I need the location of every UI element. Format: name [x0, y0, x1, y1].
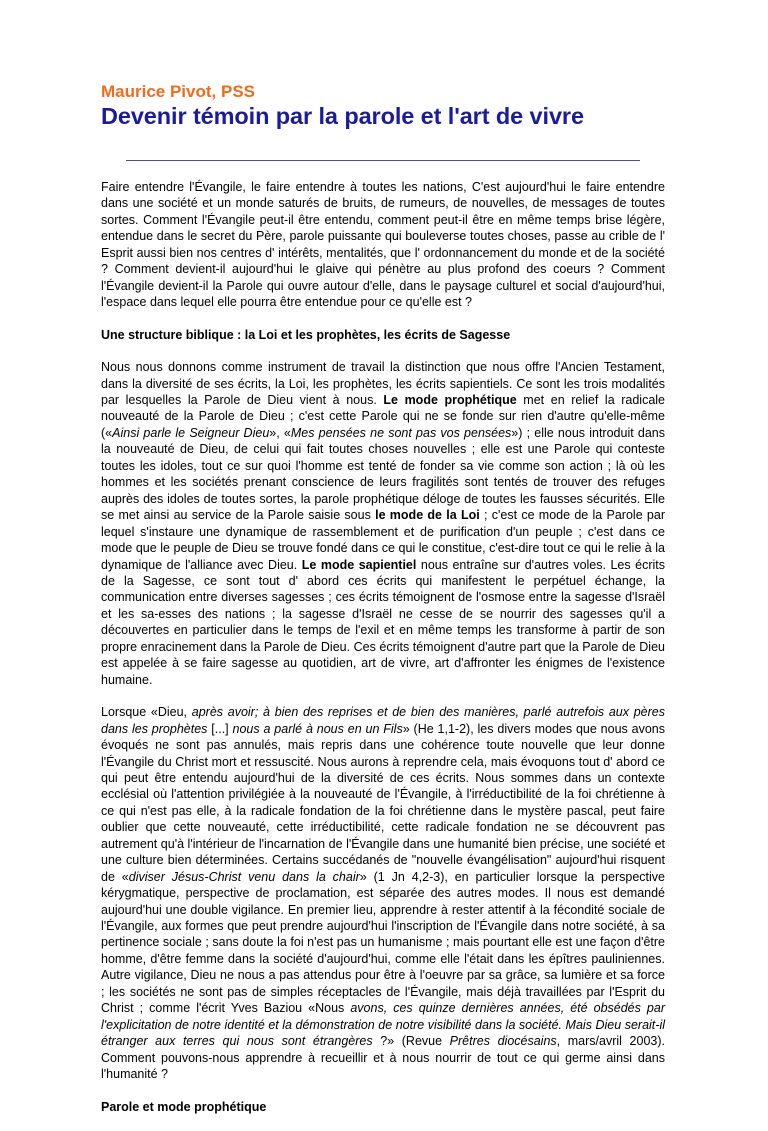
- quote-baziou: avons, ces quinze dernières années, été obsédés par l'explicitation de notre identité et la démonstration de notre visibilité dans la société. Mais Dieu serait-il étranger aux terres qui nous sont étrangères: [101, 1001, 665, 1049]
- quote-hebreux-1: après avoir; à bien des reprises et de bien des manières, parlé autrefois aux pères dans les prophètes: [101, 705, 665, 736]
- quote-mes-pensees: Mes pensées ne sont pas vos pensées: [290, 425, 512, 440]
- term-mode-loi: le mode de la Loi: [375, 508, 480, 523]
- quote-hebreux-2: nous a parlé à nous en un Fils: [232, 721, 403, 736]
- paragraph-hebreux: Lorsque «Dieu, après avoir; à bien des reprises et de bien des manières, parlé autrefois aux pères dans les prophètes [...] nous a parlé à nous en un Fils» (He 1,1-2), les divers modes que nous avons évoqués ne sont pas annulés, mais repris dans une cohérence toute nouvelle que leur donne l'Évangile du Christ mort et ressuscité. Nous aurons à reprendre cela, mais évoquons tout d' abord ce qui peut être entendu aujourd'hui de la diversité de ces écrits. Nous sommes dans un contexte ecclésial où l'attention privilégiée à la nouveauté de l'Évangile, à l'irréductibilité de la foi chrétienne à ce qui n'est pas elle, à la radicale fondation de la foi chrétienne dans le mystère pascal, peut faire oublier que cette nouveauté, cette irréductibilité, cette radicale fondation ne se découvrent pas autrement qu'à l'intérieur de l'incarnation de l'Évangile dans une humanité bien précise, une société et une culture bien déterminées. Certains succédanés de "nouvelle évangélisation" aujourd'hui risquent de «diviser Jésus-Christ venu dans la chair» (1 Jn 4,2-3), en particulier lorsque la perspective kérygmatique, perspective de proclamation, est séparée des autres modes. Il nous est demandé aujourd'hui une double vigilance. En premier lieu, apprendre à rester attentif à la fécondité sociale de l'Évangile, aux formes que peut prendre aujourd'hui l'inscription de l'Évangile dans notre société, à sa pertinence sociale ; sans doute la foi n'est pas un humanisme ; mais pourtant elle est une façon d'être homme, d'être femme dans la société d'aujourd'hui, comme elle l'était dans les épîtres pauliniennes. Autre vigilance, Dieu ne nous a pas attendus pour être à l'oeuvre par sa grâce, sa lumière et sa force ; les sociétés ne sont pas de simples réceptacles de l'Évangile, mais déjà travaillées par l'Esprit du Christ ; comme l'écrit Yves Baziou «Nous avons, ces quinze dernières années, été obsédés par l'explicitation de notre identité et la démonstration de notre visibilité dans la société. Mais Dieu serait-il étranger aux terres qui nous sont étrangères ?» (Revue Prêtres diocésains, mars/avril 2003). Comment pouvons-nous apprendre à recueillir et à nous nourrir de tout ce qui germe ainsi dans l'humanité ?: [101, 705, 665, 1082]
- quote-jean: diviser Jésus-Christ venu dans la chair: [128, 869, 360, 884]
- article-body: [101, 179, 665, 1115]
- journal-title: Prêtres diocésains: [449, 1034, 557, 1049]
- section-heading-structure: Une structure biblique : la Loi et les prophètes, les écrits de Sagesse: [101, 327, 511, 342]
- page-title: Devenir témoin par la parole et l'art de vivre: [101, 103, 584, 129]
- paragraph-modes: Nous nous donnons comme instrument de travail la distinction que nous offre l'Ancien Testament, dans la diversité de ses écrits, la Loi, les prophètes, les écrits sapientiels. Ce sont les trois modalités par lesquelles la Parole de Dieu vient à nous. Le mode prophétique met en relief la radicale nouveauté de la Parole de Dieu ; c'est cette Parole qui ne se fonde sur rien d'autre qu'elle-même («Ainsi parle le Seigneur Dieu», «Mes pensées ne sont pas vos pensées») ; elle nous introduit dans la nouveauté de Dieu, de celui qui fait toutes choses nouvelles ; elle est une Parole qui conteste toutes les idoles, tout ce sur quoi l'homme est tenté de fonder sa vie comme son action ; là où les hommes et les sociétés prenant conscience de leurs fragilités sont tentés de trouver des refuges auprès des idoles de toutes sortes, la parole prophétique déloge de toutes les fausses sécurités. Elle se met ainsi au service de la Parole saisie sous le mode de la Loi ; c'est ce mode de la Parole par lequel s'instaure une dynamique de rassemblement et de purification d'un peuple ; c'est dans ce mode que le peuple de Dieu se trouve fondé dans ce qui le constitue, c'est-dire tout ce qui le relie à la dynamique de l'alliance avec Dieu. Le mode sapientiel nous entraîne sur d'autres voles. Les écrits de la Sagesse, ce sont tout d' abord ces écrits qui manifestent le perpétuel échange, la communication entre diverses sagesses ; ces écrits témoignent de l'osmose entre la sagesse d'Israël et les sa-esses des nations ; la sagesse d'Israël ne cesse de se nourrir des sagesses qu'il a découvertes en particulier dans le temps de l'exil et en même temps les transforme à partir de son propre enracinement dans la Parole de Dieu. Ces écrits témoignent d'autre part que la Parole de Dieu est appelée à se faire sagesse au quotidien, art de vivre, art d'affronter les énigmes de l'existence humaine.: [101, 360, 666, 687]
- term-mode-sapientiel: Le mode sapientiel: [301, 557, 417, 572]
- quote-ainsi-parle: Ainsi parle le Seigneur Dieu: [112, 425, 270, 440]
- title-divider: [126, 160, 640, 161]
- intro-paragraph: Faire entendre l'Évangile, le faire entendre à toutes les nations, C'est aujourd'hui le faire entendre dans une société et un monde saturés de bruits, de rumeurs, de nouvelles, de messages de toutes sortes. Comment l'Évangile peut-il être entendu, comment peut-il être en même temps brise légère, entendue dans le secret du Père, parole puissante qui bouleverse toutes choses, passe au crible de l' Esprit aussi bien nos centres d' intérêts, mentalités, que l' ordonnancement du monde et de la société ? Comment devient-il aujourd'hui le glaive qui pénètre au plus profond des coeurs ? Comment l'Évangile devient-il la Parole qui ouvre autour d'elle, dans le paysage culturel et social d'aujourd'hui, l'espace dans lequel elle pourra être entendue pour ce qu'elle est ?: [101, 180, 665, 310]
- author-name: Maurice Pivot, PSS: [101, 82, 255, 101]
- section-heading-prophetique: Parole et mode prophétique: [101, 1099, 267, 1114]
- term-mode-prophetique: Le mode prophétique: [383, 392, 517, 407]
- document: [101, 82, 665, 1131]
